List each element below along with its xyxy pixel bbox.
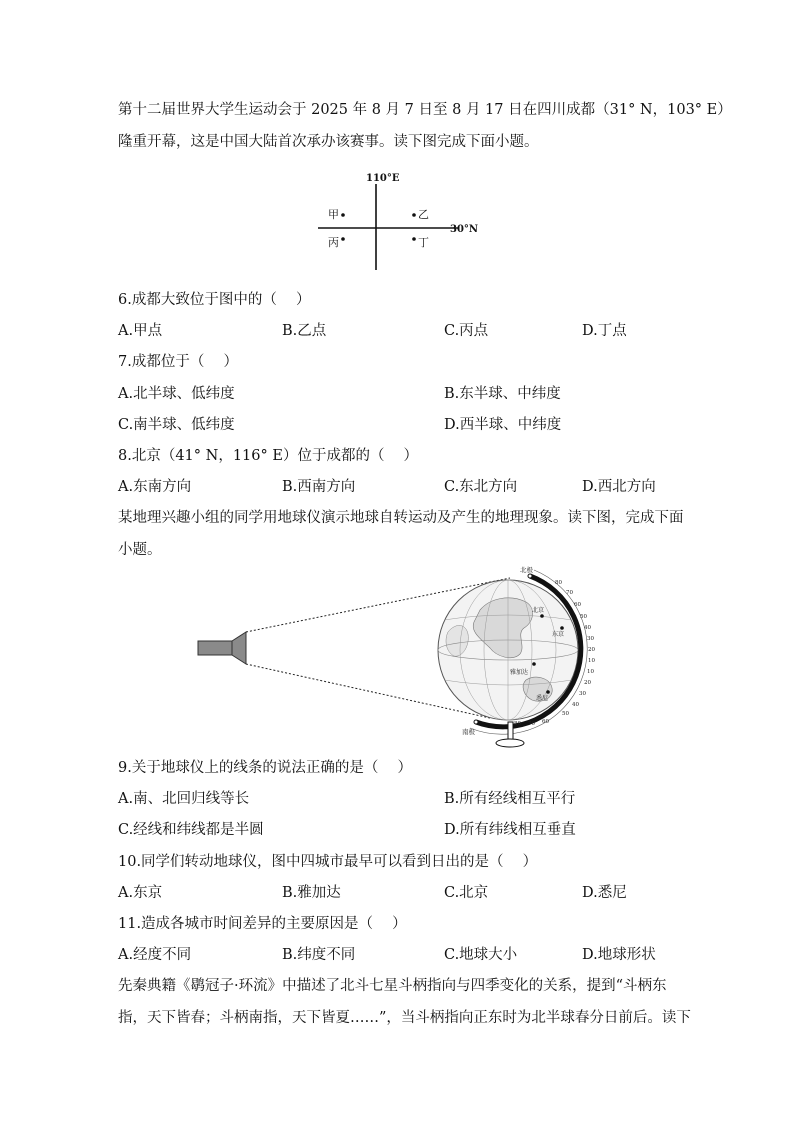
q7-option-a: A.北半球、低纬度 xyxy=(118,386,235,402)
figure1-coordinate-diagram xyxy=(310,166,490,276)
city-jakarta-dot xyxy=(532,662,536,666)
svg-text:10: 10 xyxy=(587,669,594,675)
intro1-line1: 第十二届世界大学生运动会于 2025 年 8 月 7 日至 8 月 17 日在四川成都（31° N，103° E） xyxy=(118,102,732,118)
q9-option-a: A.南、北回归线等长 xyxy=(118,791,250,807)
city-beijing-dot xyxy=(540,614,544,618)
svg-text:70: 70 xyxy=(528,721,535,727)
point-jia-label: 甲 xyxy=(328,208,339,221)
q11-option-b: B.纬度不同 xyxy=(282,947,356,963)
svg-text:30: 30 xyxy=(579,691,586,697)
city-tokyo-label: 东京 xyxy=(552,631,565,638)
q7-option-d: D.西半球、中纬度 xyxy=(444,417,562,433)
flashlight-icon xyxy=(198,632,246,664)
q11-option-a: A.经度不同 xyxy=(118,947,192,963)
q8-option-c: C.东北方向 xyxy=(444,479,518,495)
point-yi-dot xyxy=(412,213,416,217)
city-sydney-dot xyxy=(546,690,550,694)
q9-stem: 9.关于地球仪上的线条的说法正确的是（ ） xyxy=(118,760,412,776)
q7-option-c: C.南半球、低纬度 xyxy=(118,417,235,433)
svg-text:10: 10 xyxy=(588,658,595,664)
q8-option-b: B.西南方向 xyxy=(282,479,356,495)
q7-stem: 7.成都位于（ ） xyxy=(118,354,238,370)
point-ding-dot xyxy=(412,237,416,241)
q6-option-a: A.甲点 xyxy=(118,323,163,339)
city-sydney-label: 悉尼 xyxy=(536,695,549,702)
intro2-line2: 小题。 xyxy=(118,542,162,558)
q10-option-a: A.东京 xyxy=(118,885,163,901)
q11-option-d: D.地球形状 xyxy=(582,947,656,963)
q6-option-c: C.丙点 xyxy=(444,323,489,339)
point-bing-dot xyxy=(341,237,345,241)
q8-option-a: A.东南方向 xyxy=(118,479,192,495)
meridian-label: 110°E xyxy=(366,173,400,184)
north-pole-label: 北极 xyxy=(520,566,533,574)
globe xyxy=(438,580,578,720)
q10-option-d: D.悉尼 xyxy=(582,885,627,901)
q10-stem: 10.同学们转动地球仪，图中四城市最早可以看到日出的是（ ） xyxy=(118,854,538,870)
point-bing-label: 丙 xyxy=(328,236,339,249)
svg-text:40: 40 xyxy=(584,625,591,631)
svg-text:20: 20 xyxy=(584,680,591,686)
south-pole-label: 南极 xyxy=(462,728,475,736)
q10-option-c: C.北京 xyxy=(444,885,489,901)
svg-text:20: 20 xyxy=(588,647,595,653)
svg-text:50: 50 xyxy=(562,711,569,717)
intro1-line2: 隆重开幕，这是中国大陆首次承办该赛事。读下图完成下面小题。 xyxy=(118,134,539,150)
intro2-line1: 某地理兴趣小组的同学用地球仪演示地球自转运动及产生的地理现象。读下图，完成下面 xyxy=(118,510,684,526)
south-pole-pin xyxy=(474,720,478,724)
city-beijing-label: 北京 xyxy=(532,607,545,614)
svg-text:80: 80 xyxy=(555,580,562,586)
intro3-line2: 指，天下皆春；斗柄南指，天下皆夏……”，当斗柄指向正东时为北半球春分日前后。读下 xyxy=(118,1010,691,1026)
point-yi-label: 乙 xyxy=(418,208,429,221)
svg-text:30: 30 xyxy=(587,636,594,642)
q6-stem: 6.成都大致位于图中的（ ） xyxy=(118,292,311,308)
q6-option-b: B.乙点 xyxy=(282,323,327,339)
q11-option-c: C.地球大小 xyxy=(444,947,518,963)
q7-option-b: B.东半球、中纬度 xyxy=(444,386,561,402)
q9-option-b: B.所有经线相互平行 xyxy=(444,791,576,807)
svg-text:60: 60 xyxy=(542,719,549,725)
intro3-line1: 先秦典籍《鹖冠子·环流》中描述了北斗七星斗柄指向与四季变化的关系，提到“斗柄东 xyxy=(118,978,667,994)
q10-option-b: B.雅加达 xyxy=(282,885,341,901)
north-pole-pin xyxy=(528,574,532,578)
q9-option-d: D.所有纬线相互垂直 xyxy=(444,822,576,838)
city-tokyo-dot xyxy=(560,626,564,630)
q9-option-c: C.经线和纬线都是半圆 xyxy=(118,822,264,838)
q6-option-d: D.丁点 xyxy=(582,323,627,339)
q11-stem: 11.造成各城市时间差异的主要原因是（ ） xyxy=(118,916,407,932)
point-jia-dot xyxy=(341,213,345,217)
figure2-globe-diagram xyxy=(190,562,610,754)
q8-stem: 8.北京（41° N，116° E）位于成都的（ ） xyxy=(118,448,419,464)
svg-text:40: 40 xyxy=(572,702,579,708)
svg-text:60: 60 xyxy=(574,602,581,608)
parallel-label: 30°N xyxy=(450,224,479,235)
svg-text:50: 50 xyxy=(580,614,587,620)
city-jakarta-label: 雅加达 xyxy=(510,669,529,676)
point-ding-label: 丁 xyxy=(418,236,429,249)
q8-option-d: D.西北方向 xyxy=(582,479,656,495)
svg-text:80: 80 xyxy=(514,721,521,727)
svg-text:70: 70 xyxy=(566,590,573,596)
